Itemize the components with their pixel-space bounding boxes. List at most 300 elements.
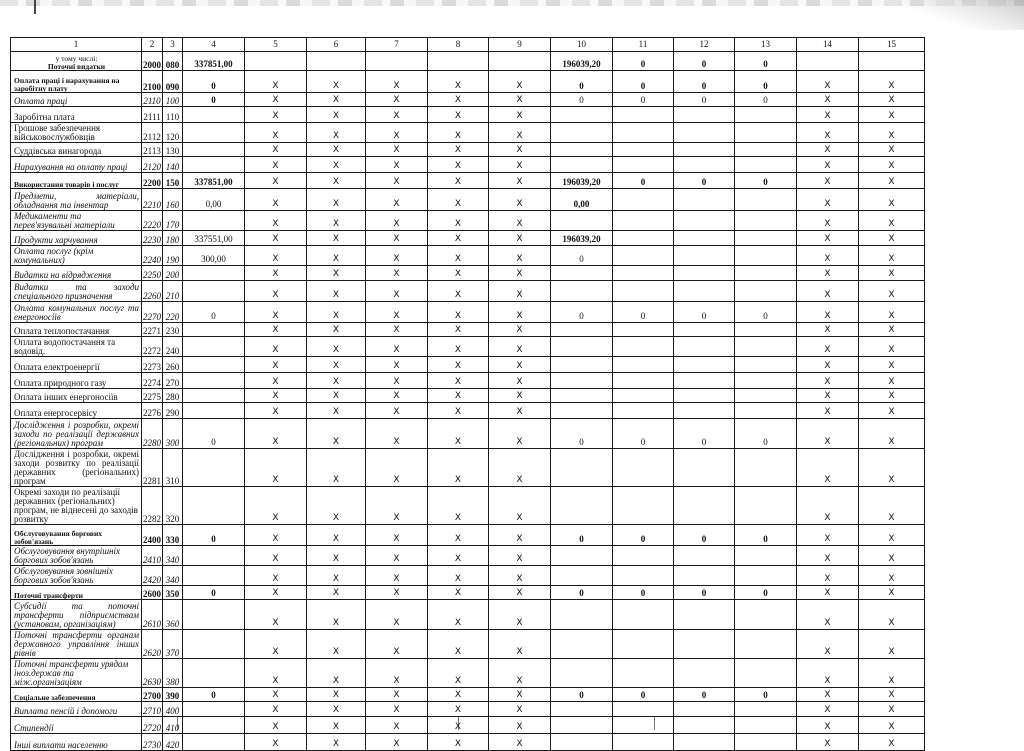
row-name-cell: Стипендії <box>11 717 142 734</box>
value-cell-col-12 <box>674 546 735 566</box>
table-row <box>11 231 925 246</box>
x-mark-cell: X <box>366 93 428 107</box>
value-cell-col-11 <box>613 123 674 143</box>
column-number-14: 14 <box>797 38 859 52</box>
value-cell-col-13 <box>735 403 797 419</box>
table-row <box>11 302 925 323</box>
kekv-code-cell: 2730 <box>142 734 163 751</box>
x-mark-cell: X <box>489 702 551 717</box>
x-mark-cell: X <box>245 231 307 246</box>
x-mark-cell: X <box>366 600 428 630</box>
kekv-code-cell: 2110 <box>142 93 163 107</box>
x-mark-cell: X <box>797 157 859 173</box>
value-cell-col-13: 0 <box>735 93 797 107</box>
x-mark-cell: X <box>428 173 489 189</box>
empty-cell <box>797 52 859 71</box>
kekv-code-cell: 2272 <box>142 337 163 357</box>
x-mark-cell: X <box>859 600 925 630</box>
x-mark-cell: X <box>307 189 366 211</box>
value-cell-col-13: 0 <box>735 52 797 71</box>
x-mark-cell: X <box>307 566 366 586</box>
scan-corner-shadow <box>904 0 1024 30</box>
x-mark-cell: X <box>797 373 859 389</box>
x-mark-cell: X <box>428 688 489 702</box>
x-mark-cell: X <box>859 93 925 107</box>
x-mark-cell: X <box>797 586 859 600</box>
value-cell-col-10 <box>551 266 613 281</box>
x-mark-cell: X <box>489 266 551 281</box>
x-mark-cell: X <box>489 600 551 630</box>
value-cell-col-11 <box>613 323 674 337</box>
column-number-10: 10 <box>551 38 613 52</box>
value-cell-col-10 <box>551 449 613 487</box>
row-code-cell: 300 <box>163 419 183 449</box>
x-mark-cell: X <box>428 357 489 373</box>
value-cell-col-4: 0 <box>183 525 245 546</box>
row-code-cell: 280 <box>163 389 183 403</box>
kekv-code-cell: 2240 <box>142 246 163 266</box>
x-mark-cell: X <box>307 373 366 389</box>
x-mark-cell: X <box>307 107 366 123</box>
row-code-cell: 340 <box>163 566 183 586</box>
x-mark-cell: X <box>245 525 307 546</box>
x-mark-cell: X <box>489 123 551 143</box>
row-name-cell: Заробітна плата <box>11 107 142 123</box>
value-cell-col-10 <box>551 702 613 717</box>
x-mark-cell: X <box>428 323 489 337</box>
kekv-code-cell: 2282 <box>142 487 163 525</box>
value-cell-col-12: 0 <box>674 525 735 546</box>
row-code-cell: 370 <box>163 630 183 659</box>
x-mark-cell: X <box>245 266 307 281</box>
value-cell-col-12 <box>674 566 735 586</box>
value-cell-col-4 <box>183 211 245 231</box>
value-cell-col-13 <box>735 659 797 688</box>
x-mark-cell: X <box>307 71 366 93</box>
value-cell-col-12 <box>674 337 735 357</box>
value-cell-col-12 <box>674 211 735 231</box>
row-code-cell: 260 <box>163 357 183 373</box>
kekv-code-cell: 2250 <box>142 266 163 281</box>
value-cell-col-13 <box>735 702 797 717</box>
x-mark-cell: X <box>797 389 859 403</box>
x-mark-cell: X <box>428 566 489 586</box>
kekv-code-cell: 2111 <box>142 107 163 123</box>
kekv-code-cell: 2230 <box>142 231 163 246</box>
value-cell-col-11 <box>613 373 674 389</box>
value-cell-col-13 <box>735 266 797 281</box>
x-mark-cell: X <box>859 449 925 487</box>
x-mark-cell: X <box>859 403 925 419</box>
x-mark-cell: X <box>366 281 428 302</box>
x-mark-cell: X <box>797 281 859 302</box>
x-mark-cell: X <box>245 600 307 630</box>
value-cell-col-11: 0 <box>613 173 674 189</box>
x-mark-cell: X <box>797 231 859 246</box>
x-mark-cell: X <box>489 302 551 323</box>
x-mark-cell: X <box>489 487 551 525</box>
x-mark-cell: X <box>797 487 859 525</box>
x-mark-cell: X <box>859 525 925 546</box>
value-cell-col-10 <box>551 659 613 688</box>
x-mark-cell: X <box>245 143 307 157</box>
x-mark-cell: X <box>366 123 428 143</box>
x-mark-cell: X <box>859 173 925 189</box>
value-cell-col-4 <box>183 323 245 337</box>
x-mark-cell: X <box>797 189 859 211</box>
value-cell-col-10 <box>551 157 613 173</box>
value-cell-col-12 <box>674 266 735 281</box>
row-code-cell: 220 <box>163 302 183 323</box>
x-mark-cell: X <box>859 546 925 566</box>
x-mark-cell: X <box>245 123 307 143</box>
x-mark-cell: X <box>307 143 366 157</box>
x-mark-cell: X <box>428 525 489 546</box>
x-mark-cell: X <box>797 123 859 143</box>
row-name-cell: Оплата природного газу <box>11 373 142 389</box>
value-cell-col-12: 0 <box>674 419 735 449</box>
value-cell-col-12: 0 <box>674 302 735 323</box>
x-mark-cell: X <box>489 630 551 659</box>
row-code-cell: 290 <box>163 403 183 419</box>
x-mark-cell: X <box>245 389 307 403</box>
value-cell-col-13 <box>735 281 797 302</box>
x-mark-cell: X <box>428 487 489 525</box>
x-mark-cell: X <box>489 449 551 487</box>
value-cell-col-12: 0 <box>674 586 735 600</box>
value-cell-col-10: 0,00 <box>551 189 613 211</box>
value-cell-col-4 <box>183 357 245 373</box>
value-cell-col-11 <box>613 546 674 566</box>
value-cell-col-10 <box>551 734 613 751</box>
x-mark-cell: X <box>489 546 551 566</box>
value-cell-col-11 <box>613 337 674 357</box>
kekv-code-cell: 2620 <box>142 630 163 659</box>
x-mark-cell: X <box>245 734 307 751</box>
x-mark-cell: X <box>428 586 489 600</box>
value-cell-col-13: 0 <box>735 302 797 323</box>
row-name-cell: Оплата праці <box>11 93 142 107</box>
x-mark-cell: X <box>245 688 307 702</box>
value-cell-col-4: 0 <box>183 688 245 702</box>
kekv-code-cell: 2610 <box>142 600 163 630</box>
row-code-cell: 090 <box>163 71 183 93</box>
value-cell-col-10 <box>551 373 613 389</box>
table-row <box>11 71 925 93</box>
value-cell-col-12 <box>674 107 735 123</box>
x-mark-cell: X <box>366 246 428 266</box>
value-cell-col-11: 0 <box>613 586 674 600</box>
value-cell-col-13 <box>735 337 797 357</box>
x-mark-cell: X <box>307 281 366 302</box>
row-code-cell: 360 <box>163 600 183 630</box>
value-cell-col-11 <box>613 389 674 403</box>
x-mark-cell: X <box>245 449 307 487</box>
value-cell-col-13 <box>735 123 797 143</box>
row-code-cell: 330 <box>163 525 183 546</box>
value-cell-col-4 <box>183 281 245 302</box>
x-mark-cell: X <box>307 702 366 717</box>
x-mark-cell: X <box>307 449 366 487</box>
value-cell-col-13 <box>735 546 797 566</box>
kekv-code-cell: 2276 <box>142 403 163 419</box>
table-row <box>11 449 925 487</box>
x-mark-cell: X <box>307 231 366 246</box>
value-cell-col-11 <box>613 487 674 525</box>
value-cell-col-10 <box>551 717 613 734</box>
table-row <box>11 323 925 337</box>
empty-cell <box>859 52 925 71</box>
table-row <box>11 717 925 734</box>
value-cell-col-13 <box>735 389 797 403</box>
row-name-cell: Оплата праці і нарахування на заробітну плату <box>11 71 142 93</box>
value-cell-col-11 <box>613 600 674 630</box>
value-cell-col-13 <box>735 373 797 389</box>
value-cell-col-4 <box>183 157 245 173</box>
x-mark-cell: X <box>307 93 366 107</box>
row-code-cell: 150 <box>163 173 183 189</box>
x-mark-cell: X <box>307 302 366 323</box>
row-code-cell: 230 <box>163 323 183 337</box>
x-mark-cell: X <box>797 630 859 659</box>
x-mark-cell: X <box>797 143 859 157</box>
x-mark-cell: X <box>859 107 925 123</box>
value-cell-col-11: 0 <box>613 688 674 702</box>
kekv-code-cell: 2600 <box>142 586 163 600</box>
row-name-cell: Видатки на відрядження <box>11 266 142 281</box>
x-mark-cell: X <box>366 302 428 323</box>
x-mark-cell: X <box>245 702 307 717</box>
x-mark-cell: X <box>489 211 551 231</box>
table-row <box>11 93 925 107</box>
x-mark-cell: X <box>307 586 366 600</box>
value-cell-col-4 <box>183 659 245 688</box>
x-mark-cell: X <box>307 487 366 525</box>
empty-cell <box>307 52 366 71</box>
value-cell-col-4 <box>183 403 245 419</box>
x-mark-cell: X <box>797 688 859 702</box>
row-name-cell: Поточні трансферти урядам іноз.держав та між.організаціям <box>11 659 142 688</box>
value-cell-col-13: 0 <box>735 173 797 189</box>
table-row <box>11 143 925 157</box>
value-cell-col-10 <box>551 211 613 231</box>
x-mark-cell: X <box>797 323 859 337</box>
value-cell-col-10 <box>551 143 613 157</box>
x-mark-cell: X <box>428 337 489 357</box>
x-mark-cell: X <box>428 107 489 123</box>
x-mark-cell: X <box>489 189 551 211</box>
x-mark-cell: X <box>859 71 925 93</box>
value-cell-col-12 <box>674 403 735 419</box>
x-mark-cell: X <box>489 566 551 586</box>
kekv-code-cell: 2000 <box>142 52 163 71</box>
x-mark-cell: X <box>366 107 428 123</box>
value-cell-col-13 <box>735 357 797 373</box>
row-name-cell: Предмети, матеріали, обладнання та інвентар <box>11 189 142 211</box>
value-cell-col-13: 0 <box>735 419 797 449</box>
column-number-2: 2 <box>142 38 163 52</box>
x-mark-cell: X <box>428 211 489 231</box>
table-row <box>11 373 925 389</box>
value-cell-col-13: 0 <box>735 586 797 600</box>
x-mark-cell: X <box>797 211 859 231</box>
x-mark-cell: X <box>307 419 366 449</box>
row-name-cell: Обслуговування зовнішніх боргових зобов'язань <box>11 566 142 586</box>
kekv-code-cell: 2420 <box>142 566 163 586</box>
kekv-code-cell: 2710 <box>142 702 163 717</box>
x-mark-cell: X <box>245 373 307 389</box>
x-mark-cell: X <box>366 688 428 702</box>
row-name-cell: Оплата енергосервісу <box>11 403 142 419</box>
value-cell-col-11 <box>613 189 674 211</box>
x-mark-cell: X <box>489 71 551 93</box>
row-code-cell: 180 <box>163 231 183 246</box>
value-cell-col-11 <box>613 566 674 586</box>
value-cell-col-12 <box>674 702 735 717</box>
value-cell-col-11 <box>613 281 674 302</box>
x-mark-cell: X <box>307 266 366 281</box>
x-mark-cell: X <box>366 266 428 281</box>
x-mark-cell: X <box>366 389 428 403</box>
value-cell-col-12 <box>674 123 735 143</box>
value-cell-col-10 <box>551 600 613 630</box>
row-name-cell: Суддівська винагорода <box>11 143 142 157</box>
x-mark-cell: X <box>245 337 307 357</box>
table-row <box>11 403 925 419</box>
row-code-cell: 170 <box>163 211 183 231</box>
value-cell-col-10: 0 <box>551 419 613 449</box>
x-mark-cell: X <box>307 659 366 688</box>
x-mark-cell: X <box>428 403 489 419</box>
x-mark-cell: X <box>428 449 489 487</box>
value-cell-col-11: 0 <box>613 71 674 93</box>
x-mark-cell: X <box>366 337 428 357</box>
x-mark-cell: X <box>307 323 366 337</box>
x-mark-cell: X <box>797 173 859 189</box>
x-mark-cell: X <box>428 157 489 173</box>
kekv-code-cell: 2273 <box>142 357 163 373</box>
value-cell-col-13 <box>735 566 797 586</box>
x-mark-cell: X <box>366 734 428 751</box>
x-mark-cell: X <box>859 734 925 751</box>
row-code-cell: 390 <box>163 688 183 702</box>
value-cell-col-13: 0 <box>735 688 797 702</box>
value-cell-col-4 <box>183 487 245 525</box>
x-mark-cell: X <box>489 525 551 546</box>
x-mark-cell: X <box>489 403 551 419</box>
table-row <box>11 566 925 586</box>
x-mark-cell: X <box>366 717 428 734</box>
row-name-cell: Використання товарів і послуг <box>11 173 142 189</box>
row-name-cell: Інші виплати населенню <box>11 734 142 751</box>
value-cell-col-13 <box>735 107 797 123</box>
budget-expenditure-table <box>10 37 925 751</box>
x-mark-cell: X <box>489 717 551 734</box>
x-mark-cell: X <box>366 659 428 688</box>
x-mark-cell: X <box>797 566 859 586</box>
row-code-cell: 130 <box>163 143 183 157</box>
value-cell-col-4: 300,00 <box>183 246 245 266</box>
x-mark-cell: X <box>489 281 551 302</box>
row-name-cell: Виплата пенсій і допомоги <box>11 702 142 717</box>
x-mark-cell: X <box>245 487 307 525</box>
x-mark-cell: X <box>428 231 489 246</box>
kekv-code-cell: 2271 <box>142 323 163 337</box>
row-code-cell: 110 <box>163 107 183 123</box>
x-mark-cell: X <box>859 302 925 323</box>
value-cell-col-13 <box>735 189 797 211</box>
x-mark-cell: X <box>307 157 366 173</box>
x-mark-cell: X <box>307 123 366 143</box>
column-number-5: 5 <box>245 38 307 52</box>
x-mark-cell: X <box>307 337 366 357</box>
value-cell-col-10: 0 <box>551 246 613 266</box>
table-row <box>11 157 925 173</box>
row-name-cell: Поточні трансферти <box>11 586 142 600</box>
kekv-code-cell: 2720 <box>142 717 163 734</box>
row-name-cell: Соціальне забезпечення <box>11 688 142 702</box>
kekv-code-cell: 2410 <box>142 546 163 566</box>
x-mark-cell: X <box>797 107 859 123</box>
row-code-cell: 140 <box>163 157 183 173</box>
column-number-3: 3 <box>163 38 183 52</box>
value-cell-col-11: 0 <box>613 525 674 546</box>
table-row <box>11 107 925 123</box>
table-row <box>11 173 925 189</box>
kekv-code-cell: 2630 <box>142 659 163 688</box>
row-name-cell: Оплата теплопостачання <box>11 323 142 337</box>
x-mark-cell: X <box>859 357 925 373</box>
row-name-cell: Обслуговування внутрішніх боргових зобов'язань <box>11 546 142 566</box>
table-row <box>11 211 925 231</box>
x-mark-cell: X <box>859 281 925 302</box>
table-row <box>11 487 925 525</box>
value-cell-col-4 <box>183 717 245 734</box>
value-cell-col-10 <box>551 357 613 373</box>
value-cell-col-4 <box>183 266 245 281</box>
x-mark-cell: X <box>428 630 489 659</box>
value-cell-col-11 <box>613 403 674 419</box>
value-cell-col-10 <box>551 389 613 403</box>
row-name-cell: Оплата електроенергії <box>11 357 142 373</box>
x-mark-cell: X <box>797 337 859 357</box>
table-row <box>11 266 925 281</box>
value-cell-col-10 <box>551 630 613 659</box>
value-cell-col-11 <box>613 357 674 373</box>
kekv-code-cell: 2120 <box>142 157 163 173</box>
table-row <box>11 419 925 449</box>
x-mark-cell: X <box>859 189 925 211</box>
scan-mark <box>34 0 36 14</box>
x-mark-cell: X <box>428 702 489 717</box>
value-cell-col-4 <box>183 600 245 630</box>
row-code-cell: 190 <box>163 246 183 266</box>
value-cell-col-11 <box>613 630 674 659</box>
row-code-cell: 310 <box>163 449 183 487</box>
row-code-cell: 340 <box>163 546 183 566</box>
row-code-cell: 270 <box>163 373 183 389</box>
value-cell-col-12: 0 <box>674 71 735 93</box>
x-mark-cell: X <box>245 71 307 93</box>
row-code-cell: 160 <box>163 189 183 211</box>
value-cell-col-10: 0 <box>551 93 613 107</box>
table-row <box>11 337 925 357</box>
column-number-1: 1 <box>11 38 142 52</box>
table-row <box>11 189 925 211</box>
row-name-cell: Оплата водопостачання та водовід. <box>11 337 142 357</box>
table-row <box>11 734 925 751</box>
column-number-15: 15 <box>859 38 925 52</box>
